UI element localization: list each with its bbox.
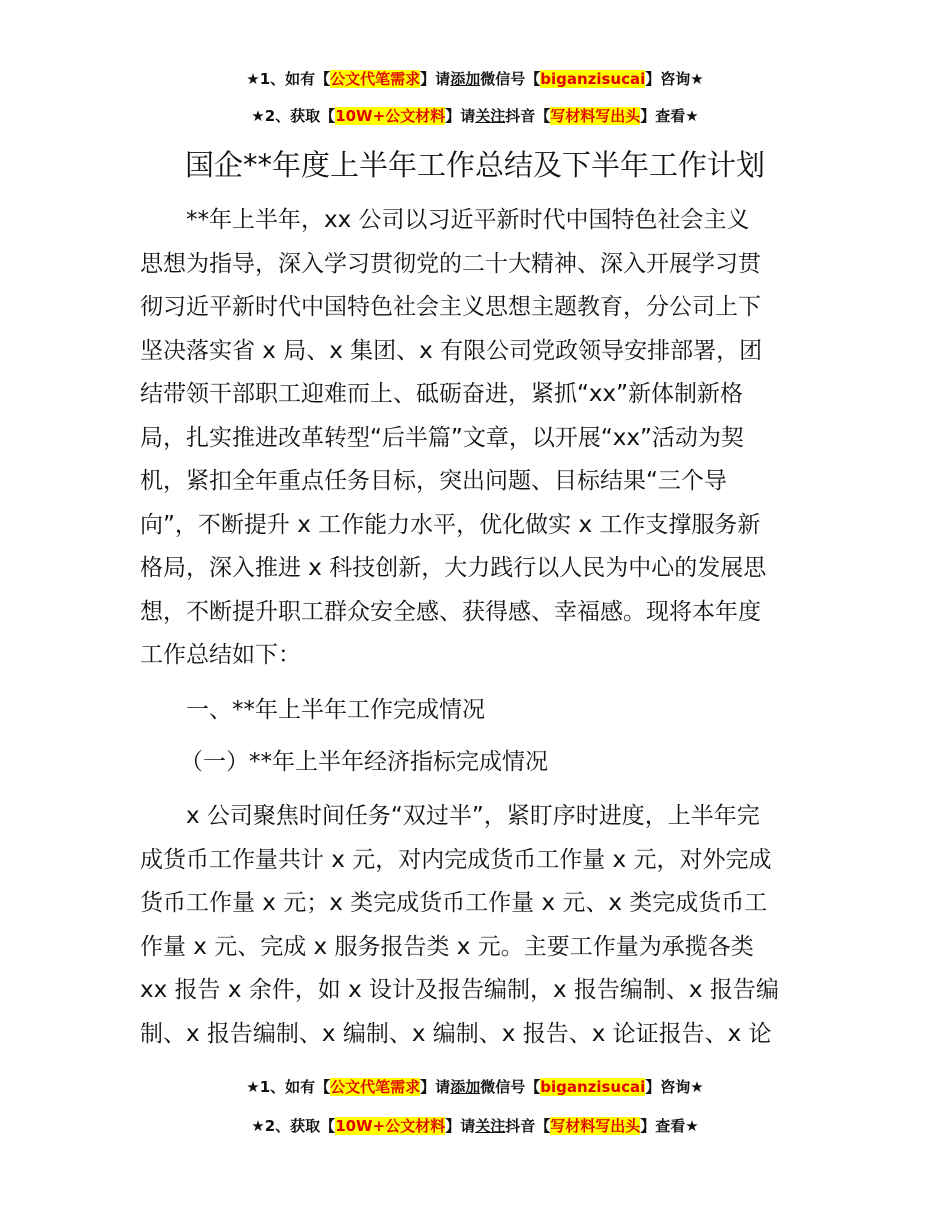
- paragraph-line: 结带领干部职工迎难而上、砥砺奋进，紧抓“xx”新体制新格: [140, 381, 744, 407]
- paragraph-line: 想，不断提升职工群众安全感、获得感、幸福感。现将本年度: [140, 598, 761, 625]
- banner-text: 微信号【: [480, 1078, 541, 1096]
- paragraph-line: 工作总结如下：: [140, 642, 301, 668]
- banner-text: 】查看★: [640, 107, 699, 125]
- section-heading-1: [140, 689, 820, 733]
- banner-text: ★2、获取【: [251, 107, 336, 125]
- underlined-text: 关注: [475, 107, 506, 125]
- highlight-text: 公文代笔需求: [330, 1078, 421, 1096]
- banner-text: 】查看★: [640, 1117, 699, 1135]
- banner-text: 抖音【: [505, 107, 551, 125]
- highlight-text: 10W+公文材料: [335, 107, 446, 125]
- paragraph-line: 局，扎实推进改革转型“后半篇”文章，以开展“xx”活动为契: [140, 424, 744, 451]
- banner-text: 】咨询★: [645, 1078, 704, 1096]
- banner-text: 】请: [420, 1078, 451, 1096]
- underlined-text: 添加: [450, 70, 481, 88]
- banner-text: 】请: [420, 70, 451, 88]
- underlined-text: 关注: [475, 1117, 506, 1135]
- document-title: 国企**年度上半年工作总结及下半年工作计划: [184, 148, 765, 182]
- wechat-id-highlight: biganzisucai: [540, 1078, 646, 1096]
- wechat-id-highlight: biganzisucai: [540, 70, 646, 88]
- highlight-text: 公文代笔需求: [330, 70, 421, 88]
- underlined-text: 添加: [450, 1078, 481, 1096]
- section-heading-2: [140, 741, 820, 785]
- douyin-highlight: 写材料写出头: [550, 107, 641, 125]
- paragraph-line: 坚决落实省 x 局、x 集团、x 有限公司党政领导安排部署，团: [140, 337, 763, 364]
- bottom-banner-line-1: [0, 1077, 950, 1097]
- banner-text: 抖音【: [505, 1117, 551, 1135]
- paragraph-line: 机，紧扣全年重点任务目标，突出问题、目标结果“三个导: [140, 468, 727, 494]
- banner-text: ★1、如有【: [246, 70, 331, 88]
- banner-text: ★2、获取【: [251, 1117, 336, 1135]
- banner-text: 】请: [445, 1117, 476, 1135]
- banner-text: 】咨询★: [645, 70, 704, 88]
- top-banner-line-2: [0, 106, 950, 126]
- paragraph-line: 制、x 报告编制、x 编制、x 编制、x 报告、x 论证报告、x 论: [140, 1020, 772, 1047]
- paragraph-line: 货币工作量 x 元；x 类完成货币工作量 x 元、x 类完成货币工: [140, 890, 768, 916]
- bottom-banner-line-2: [0, 1116, 950, 1136]
- paragraph-line: 向”，不断提升 x 工作能力水平，优化做实 x 工作支撑服务新: [140, 511, 761, 538]
- banner-text: 微信号【: [480, 70, 541, 88]
- paragraph-economic: [140, 795, 820, 1056]
- paragraph-line: x 公司聚焦时间任务“双过半”，紧盯序时进度，上半年完: [186, 803, 760, 829]
- banner-text: 】请: [445, 107, 476, 125]
- top-banner-line-1: [0, 69, 950, 89]
- heading-text: （一）**年上半年经济指标完成情况: [180, 749, 548, 775]
- douyin-highlight: 写材料写出头: [550, 1117, 641, 1135]
- banner-text: ★1、如有【: [246, 1078, 331, 1096]
- highlight-text: 10W+公文材料: [335, 1117, 446, 1135]
- paragraph-line: **年上半年，xx 公司以习近平新时代中国特色社会主义: [186, 207, 750, 233]
- paragraph-line: 格局，深入推进 x 科技创新，大力践行以人民为中心的发展思: [140, 555, 767, 581]
- paragraph-line: 成货币工作量共计 x 元，对内完成货币工作量 x 元，对外完成: [140, 846, 772, 873]
- heading-text: 一、**年上半年工作完成情况: [186, 697, 485, 723]
- paragraph-line: 彻习近平新时代中国特色社会主义思想主题教育，分公司上下: [140, 294, 761, 320]
- paragraph-line: xx 报告 x 余件，如 x 设计及报告编制，x 报告编制、x 报告编: [140, 977, 779, 1003]
- paragraph-line: 作量 x 元、完成 x 服务报告类 x 元。主要工作量为承揽各类: [140, 933, 754, 960]
- paragraph-line: 思想为指导，深入学习贯彻党的二十大精神、深入开展学习贯: [140, 250, 761, 277]
- paragraph-intro: [140, 199, 820, 678]
